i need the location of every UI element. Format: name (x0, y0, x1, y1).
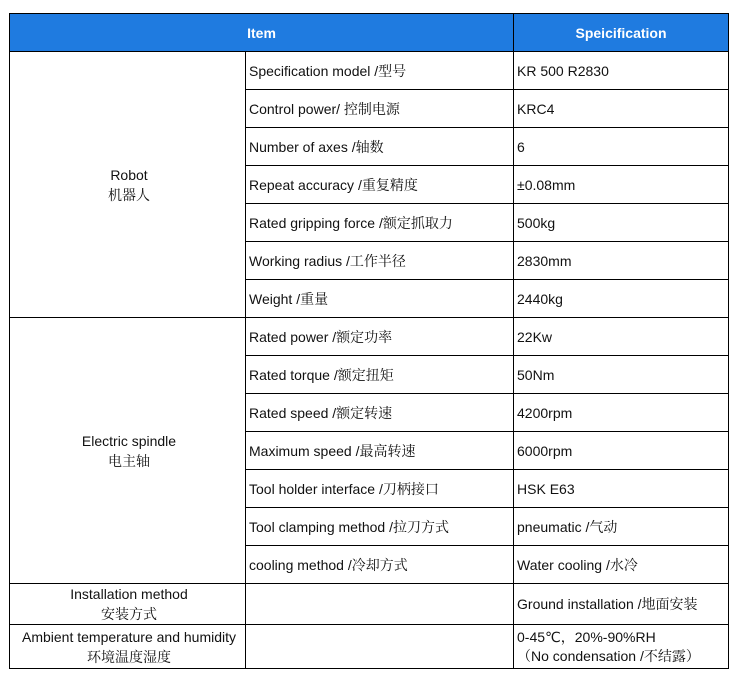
spec-label: Weight /重量 (246, 280, 514, 318)
spec-label: Tool holder interface /刀柄接口 (246, 470, 514, 508)
spec-value: 22Kw (514, 318, 729, 356)
group-name-cn: 机器人 (108, 186, 150, 203)
ambient-cell (10, 625, 246, 669)
spec-label: Specification model /型号 (246, 52, 514, 90)
spec-value: 500kg (514, 204, 729, 242)
spec-value: 6000rpm (514, 432, 729, 470)
spec-label: Repeat accuracy /重复精度 (246, 166, 514, 204)
table-row (10, 52, 729, 90)
spec-label: Rated gripping force /额定抓取力 (246, 204, 514, 242)
group-electric-spindle (10, 318, 246, 584)
spec-label: Working radius /工作半径 (246, 242, 514, 280)
ambient-value (514, 625, 729, 669)
ambient-name-cn: 环境温度湿度 (87, 648, 171, 665)
spec-value: KR 500 R2830 (514, 52, 729, 90)
spec-value: 6 (514, 128, 729, 166)
installation-value: Ground installation /地面安装 (514, 584, 729, 625)
empty-cell (246, 625, 514, 669)
ambient-value-line1: 0-45℃，20%-90%RH (517, 628, 656, 645)
spec-value: 2440kg (514, 280, 729, 318)
specification-table (9, 13, 729, 669)
group-name-en: Robot (110, 166, 148, 183)
table-row (10, 625, 729, 669)
spec-value: 2830mm (514, 242, 729, 280)
spec-value: KRC4 (514, 90, 729, 128)
spec-value: Water cooling /水冷 (514, 546, 729, 584)
spec-value: pneumatic /气动 (514, 508, 729, 546)
spec-label: Tool clamping method /拉刀方式 (246, 508, 514, 546)
spec-value: 4200rpm (514, 394, 729, 432)
spec-label: Number of axes /轴数 (246, 128, 514, 166)
spec-value: ±0.08mm (514, 166, 729, 204)
installation-name-cn: 安装方式 (101, 606, 157, 622)
group-robot (10, 52, 246, 318)
group-name-cn: 电主轴 (108, 452, 150, 469)
spec-label: Rated speed /额定转速 (246, 394, 514, 432)
spec-label: Rated torque /额定扭矩 (246, 356, 514, 394)
spec-label: Control power/ 控制电源 (246, 90, 514, 128)
spec-label: Rated power /额定功率 (246, 318, 514, 356)
spec-value: 50Nm (514, 356, 729, 394)
installation-name-en: Installation method (70, 586, 188, 602)
ambient-name-en: Ambient temperature and humidity (22, 628, 236, 645)
empty-cell (246, 584, 514, 625)
spec-label: cooling method /冷却方式 (246, 546, 514, 584)
table-row (10, 584, 729, 625)
spec-label: Maximum speed /最高转速 (246, 432, 514, 470)
ambient-value-line2: （No condensation /不结露） (517, 647, 700, 664)
header-specification: Speicification (514, 14, 729, 52)
header-item: Item (10, 14, 514, 52)
table-row (10, 318, 729, 356)
spec-value: HSK E63 (514, 470, 729, 508)
header-row (10, 14, 729, 52)
installation-method-cell (10, 584, 246, 625)
group-name-en: Electric spindle (81, 432, 177, 449)
